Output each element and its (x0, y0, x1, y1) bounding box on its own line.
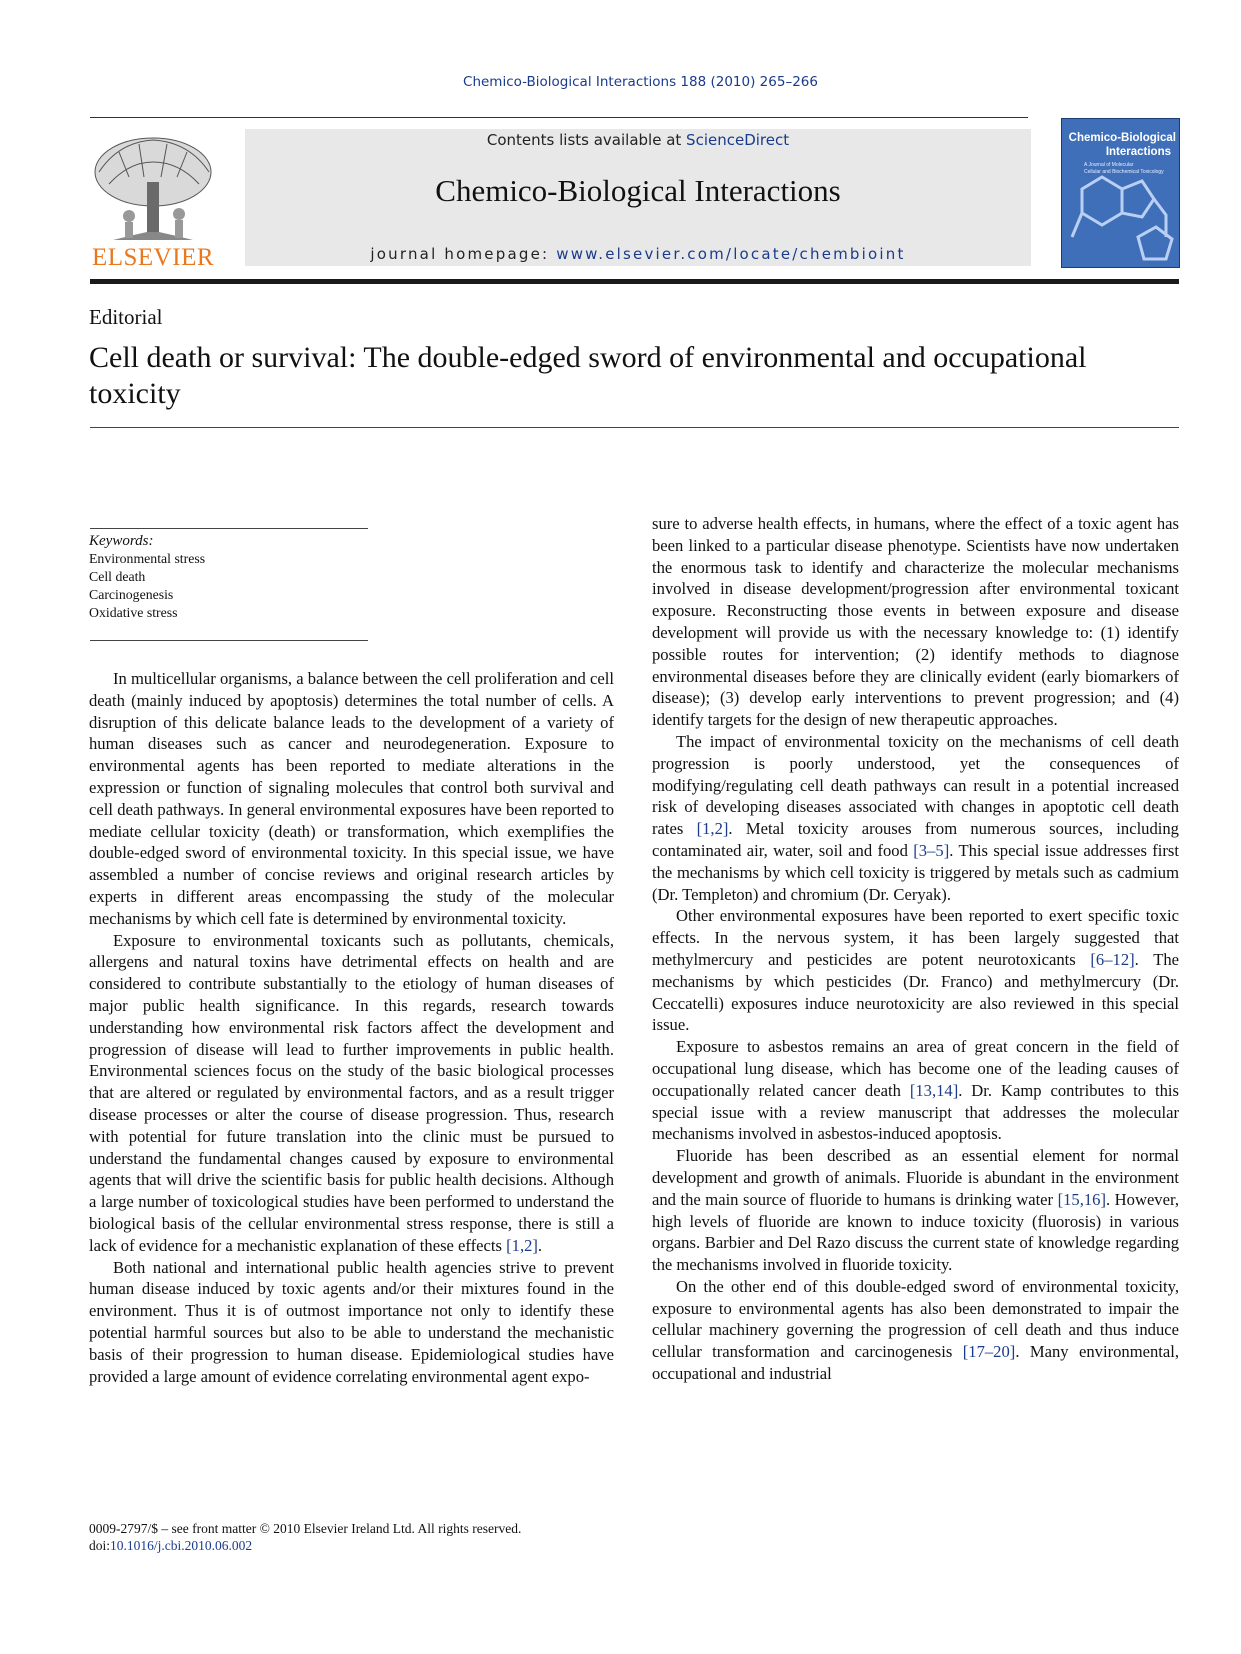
article-type: Editorial (89, 305, 163, 329)
paragraph-text: Exposure to environmental toxicants such as pollutants, chemicals, allergens and natural toxins have detrimental effects on health and are considered to contribute substantially to the etiology of human diseases of major public health significance. In this regards, research towards understanding how environmental risk factors affect the development and progression of disease will lead to further improvements in public health. Environmental sciences focus on the study of the basic biological processes that are altered or regulated by environmental factors, and as a result trigger disease processes or alter the course of disease progression. Thus, research with potential for future translation into the clinic must be pursued to understand the fundamental changes caused by exposure to environmental agents that will drive the scientific basis for public health decisions. Although a large number of toxicological studies have been performed to understand the biological basis of the cellular environmental stress response, there is still a lack of evidence for a mechanistic explanation of these effects (89, 930, 614, 1255)
contents-prefix: Contents lists available at (486, 131, 687, 149)
journal-cover[interactable] (1061, 118, 1180, 268)
cover-title-line2: Interactions (1105, 146, 1171, 158)
doi-line (89, 1537, 521, 1554)
paragraph-text: Fluoride has been described as an essential element for normal development and growth of animals. Fluoride is abundant in the environment and the main source of fluoride to humans is drinking water (652, 1146, 1179, 1209)
contents-line (245, 131, 1031, 149)
homepage-link[interactable]: www.elsevier.com/locate/chembioint (556, 245, 906, 263)
body-column-right (652, 513, 1179, 1385)
paragraph: Both national and international public health agencies strive to prevent human disease induced by toxic agents and/or their mixtures found in the environment. Thus it is of outmost importance not only to identify these potential harmful sources but also to be able to understand the mechanistic basis of their progression to human disease. Epidemiological studies have provided a large amount of evidence correlating environmental agent expo- (89, 1257, 614, 1386)
paragraph-text: . This special issue addresses first the mechanisms by which cell toxicity is triggered by metals such as cadmium (Dr. Templeton) and chromium (Dr. Ceryak). (652, 840, 1180, 904)
citation-link[interactable]: [6–12] (1090, 949, 1135, 969)
paragraph: In multicellular organisms, a balance between the cell proliferation and cell death (mainly induced by apoptosis) determines the total number of cells. A disruption of this delicate balance leads to the development of a variety of human diseases such as cancer and neurodegeneration. Exposure to environmental agents has been reported to mediate alterations in the expression or function of signaling molecules that control both survival and cell death pathways. In general environmental exposures have been reported to mediate cellular toxicity (death) or transformation, which exemplifies the double-edged sword of environmental toxicity. In this special issue, we have assembled a number of concise reviews and original research articles by experts in different areas encompassing the study of the molecular mechanisms by which cell fate is determined by environmental toxicity. (89, 669, 614, 928)
paragraph-text: On the other end of this double-edged sword of environmental toxicity, exposure to environmental agents has also been demonstrated to impair the cellular machinery governing the progression of cell death and thus induce cellular transformation and carcinogenesis (652, 1276, 1179, 1362)
citation-link[interactable]: [13,14] (909, 1080, 959, 1100)
doi-prefix: doi: (89, 1538, 111, 1553)
keywords-heading: Keywords: (89, 533, 154, 549)
paragraph (652, 1276, 1179, 1385)
cover-subtitle-line2: Cellular and Biochemical Toxicology (1084, 169, 1164, 175)
paragraph-text: . (537, 1235, 543, 1255)
body-column-left (89, 668, 614, 1387)
header-thick-rule (90, 279, 1179, 284)
citation-link[interactable]: [1,2] (506, 1235, 538, 1255)
cover-title-line1: Chemico-Biological (1068, 132, 1176, 144)
keyword-item: Oxidative stress (89, 605, 178, 620)
paragraph-text: . The mechanisms by which pesticides (Dr. Franco) and methylmercury (Dr. Ceccatelli) exposures induce neurotoxicity are also reviewed in this special issue. (652, 949, 1180, 1035)
footer (89, 1520, 521, 1554)
homepage-line (245, 245, 1031, 263)
cover-subtitle-line1: A Journal of Molecular (1084, 162, 1134, 168)
journal-title: Chemico-Biological Interactions (435, 173, 841, 208)
citation-link[interactable]: [3–5] (913, 840, 950, 860)
keywords-bottom-rule (90, 640, 368, 641)
homepage-prefix: journal homepage: (370, 245, 557, 263)
article-title: Cell death or survival: The double-edged sword of environmental and occupational toxicity (89, 341, 1087, 410)
paragraph-text: Other environmental exposures have been reported to exert specific toxic effects. In the nervous system, it has been largely suggested that methylmercury and pesticides are potent neurotoxicants (652, 906, 1179, 969)
citation-link[interactable]: [17–20] (962, 1342, 1016, 1362)
keywords-top-rule (90, 528, 368, 529)
keyword-item: Environmental stress (89, 551, 206, 566)
paragraph-text: . Dr. Kamp contributes to this special issue with a review manuscript that addresses the molecular mechanisms involved in asbestos-induced apoptosis. (652, 1080, 1179, 1144)
top-rule (90, 117, 1028, 118)
issn-line: 0009-2797/$ – see front matter © 2010 Elsevier Ireland Ltd. All rights reserved. (89, 1521, 522, 1536)
sciencedirect-link[interactable]: ScienceDirect (686, 131, 790, 149)
citation-link[interactable]: [15,16] (1057, 1189, 1106, 1209)
publisher-logo[interactable] (89, 132, 217, 272)
paragraph (652, 1036, 1179, 1145)
keywords-block (89, 532, 369, 622)
title-rule (90, 427, 1179, 428)
paragraph (652, 731, 1179, 905)
paragraph-text: The impact of environmental toxicity on the mechanisms of cell death progression is poorly understood, yet the consequences of modifying/regulating cell death pathways can result in a potential increased risk of developing diseases associated with changes in apoptotic cell death rates (652, 731, 1179, 839)
keyword-item: Cell death (89, 569, 146, 584)
citation-link[interactable]: [1,2] (696, 819, 729, 839)
paragraph (652, 905, 1179, 1036)
paragraph (652, 1145, 1179, 1276)
keyword-item: Carcinogenesis (89, 587, 174, 602)
paragraph-text: . However, high levels of fluoride are known to induce toxicity (fluorosis) in various organs. Barbier and Del Razo discuss the current state of knowledge regarding the mechanisms involved in fluoride toxicity. (652, 1189, 1179, 1275)
paragraph: sure to adverse health effects, in humans, where the effect of a toxic agent has been linked to a particular disease phenotype. Scientists have now undertaken the enormous task to identify and characterize the molecular mechanisms involved in disease development/progression after environmental toxicant exposure. Reconstructing those events in between exposure and disease development will provide us with the necessary knowledge to: (1) identify possible routes for intervention; (2) identify methods to diagnose environmental diseases before they are clinically evident (early biomarkers of disease); (3) develop early interventions to prevent progression; and (4) identify targets for the design of new therapeutic approaches. (652, 514, 1179, 730)
paragraph-text: . Many environmental, occupational and industrial (652, 1342, 1180, 1384)
paragraph-text: Exposure to asbestos remains an area of great concern in the field of occupational lung disease, which has become one of the leading causes of occupationally related cancer death (652, 1037, 1179, 1100)
paragraph (89, 930, 614, 1257)
doi-link[interactable]: 10.1016/j.cbi.2010.06.002 (110, 1538, 253, 1553)
publisher-wordmark: ELSEVIER (91, 244, 215, 271)
paragraph-text: . Metal toxicity arouses from numerous sources, including contaminated air, water, soil and food (652, 819, 1179, 860)
journal-reference[interactable]: Chemico-Biological Interactions 188 (2010) 265–266 (463, 74, 818, 90)
